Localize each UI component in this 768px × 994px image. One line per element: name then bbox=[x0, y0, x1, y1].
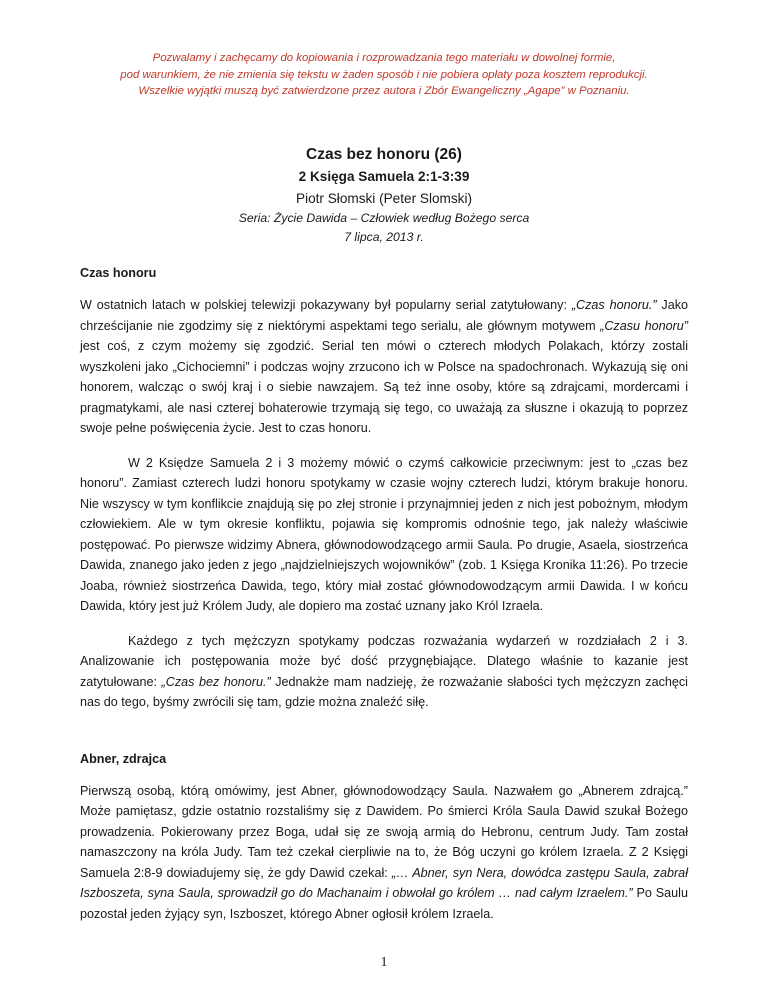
sermon-title: Czas bez honoru (26) bbox=[306, 146, 462, 163]
notice-line: Pozwalamy i zachęcamy do kopiowania i rozprowadzania tego materiału w dowolnej formie, bbox=[152, 52, 616, 64]
sermon-date: 7 lipca, 2013 r. bbox=[344, 230, 424, 244]
paragraph-text: jest coś, z czym możemy się zgodzić. Serial ten mówi o czterech młodych Polakach, którzy zostali wyszkoleni jako „Cichociemni” i podczas wojny zrzucono ich w Polsce na spadochronach. Wykazują się oni honorem, walcząc o swój kraj i o siebie nawzajem. Są też inne osoby, które są zdrajcami, mordercami i pragmatykami, ale nasi czterej bohaterowie trzymają się tego, co uważają za słuszne i okazują to poprzez swoje pełne poświęcenia życie. Jest to czas honoru. bbox=[80, 339, 688, 435]
notice-line: Wszelkie wyjątki muszą być zatwierdzone przez autora i Zbór Ewangeliczny „Agape” w Poznaniu. bbox=[138, 85, 630, 97]
sermon-header bbox=[60, 144, 708, 247]
emphasis-text: „Czas honoru.” bbox=[571, 298, 657, 312]
paragraph bbox=[80, 295, 688, 439]
emphasis-text: „Czasu honoru” bbox=[600, 318, 688, 333]
paragraph bbox=[80, 781, 688, 925]
scripture-quote: „… Abner, syn Nera, dowódca zastępu Saula, zabrał Iszboszeta, syna Saula, sprowadził go do Machanaim i obwołał go królem … nad całym Izraelem.” bbox=[80, 865, 688, 900]
paragraph-text: Pierwszą osobą, którą omówimy, jest Abner, głównodowodzący Saula. Nazwałem go „Abnerem zdrajcą.” Może pamiętasz, gdzie ostatnio rozstaliśmy się z Dawidem. Po śmierci Króla Saula Dawid szukał Bożego prowadzenia. Pokierowany przez Boga, udał się ze swoją armią do Hebronu, centrum Judy. Tam został namaszczony na króla Judy. Tam też czekał cierpliwie na to, że Bóg uczyni go królem Izraela. Z 2 Księgi Samuela 2:8-9 dowiadujemy się, że gdy Dawid czekał: bbox=[80, 783, 688, 880]
paragraph: W 2 Księdze Samuela 2 i 3 możemy mówić o czymś całkowicie przeciwnym: jest to „czas bez honoru”. Zamiast czterech ludzi honoru spotykamy w czasie wojny czterech ludzi, którym brakuje honoru. Nie wszyscy w tym konflikcie znajdują się po złej stronie i przynajmniej jeden z nich jest pobożnym, młodym człowiekiem. Ale w tym okresie konfliktu, pojawia się kompromis odnośnie tego, jak należy właściwie postępować. Po pierwsze widzimy Abnera, głównodowodzącego armii Saula. Po drugie, Asaela, siostrzeńca Dawida, znanego jako jeden z jego „najdzielniejszych wojowników” (zob. 1 Księga Kronika 11:26). Po trzecie Joaba, również siostrzeńca Dawida, tego, który miał zostać głównodowodzącym armii Dawida. I w końcu Dawida, który jest już Królem Judy, ale dopiero ma zostać uznany jako Król Izraela. bbox=[80, 455, 688, 613]
author: Piotr Słomski (Peter Slomski) bbox=[296, 191, 472, 206]
paragraph-text: W ostatnich latach w polskiej telewizji pokazywany był popularny serial zatytułowany: bbox=[80, 298, 572, 312]
paragraph-text: Jako chrześcijanie nie zgodzimy się z niektórymi aspektami tego serialu, ale głównym motywem bbox=[80, 298, 688, 333]
scripture-reference: 2 Księga Samuela 2:1-3:39 bbox=[298, 169, 470, 184]
section-heading: Abner, zdrajca bbox=[80, 751, 167, 766]
paragraph bbox=[80, 631, 688, 713]
copyright-notice bbox=[60, 50, 708, 100]
paragraph-text: Jednakże mam nadzieję, że rozważanie słabości tych mężczyzn zachęci nas do tego, byśmy zwrócili się tam, gdzie można znaleźć siłę. bbox=[80, 674, 688, 709]
paragraph-text: Każdego z tych mężczyzn spotykamy podczas rozważania wydarzeń w rozdziałach 2 i 3. Analizowanie ich postępowania może być dość przygnębiające. Dlatego właśnie to kazanie jest zatytułowane: bbox=[80, 633, 688, 689]
series-name: Seria: Życie Dawida – Człowiek według Bożego serca bbox=[238, 211, 530, 225]
section-heading: Czas honoru bbox=[80, 266, 157, 280]
sermon-body bbox=[80, 263, 688, 938]
paragraph-text: Po Saulu pozostał jeden żyjący syn, Iszboszet, którego Abner ogłosił królem Izraela. bbox=[80, 886, 688, 921]
emphasis-text: „Czas bez honoru.” bbox=[161, 674, 271, 689]
notice-line: pod warunkiem, że nie zmienia się tekstu w żaden sposób i nie pobiera opłaty poza kosztem reprodukcji. bbox=[120, 68, 648, 81]
page-number: 1 bbox=[380, 955, 388, 970]
